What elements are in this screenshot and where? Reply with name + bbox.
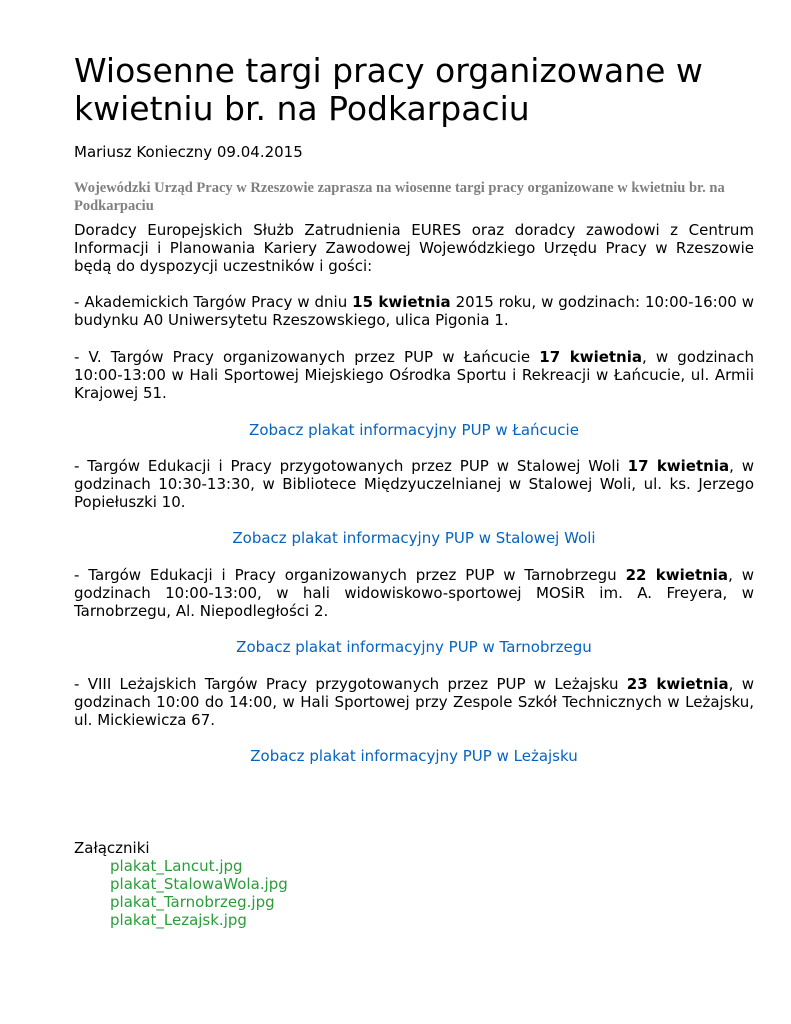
- attachment-link[interactable]: plakat_Tarnobrzeg.jpg: [110, 893, 275, 911]
- intro-paragraph: Doradcy Europejskich Służb Zatrudnienia EURES oraz doradcy zawodowi z Centrum Informacji i Planowania Kariery Zawodowej Wojewódzkiego Urzędu Pracy w Rzeszowie będą do dyspozycji uczestników i gości:: [74, 221, 754, 275]
- event-text: , w godzinach 10:00-13:00 w Hali Sportowej Miejskiego Ośrodka Sportu i Rekreacji w Łańcucie, ul. Armii Krajowej 51.: [74, 348, 754, 402]
- poster-link-lezajsk[interactable]: Zobacz plakat informacyjny PUP w Leżajsku: [250, 747, 578, 765]
- attachments-list: [110, 857, 288, 929]
- poster-link-tarnobrzeg[interactable]: Zobacz plakat informacyjny PUP w Tarnobrzegu: [236, 638, 592, 656]
- event-date: 17 kwietnia: [627, 457, 730, 475]
- event-text: , w godzinach 10:00-13:00, w hali widowiskowo-sportowej MOSiR im. A. Freyera, w Tarnobrzegu, Al. Niepodległości 2.: [74, 566, 754, 620]
- event-paragraph: [74, 566, 754, 620]
- event-date: 15 kwietnia: [352, 293, 451, 311]
- attachments-heading: Załączniki: [74, 839, 150, 857]
- event-date: 17 kwietnia: [539, 348, 642, 366]
- poster-link-lancut[interactable]: Zobacz plakat informacyjny PUP w Łańcucie: [249, 421, 579, 439]
- event-text: 2015 roku, w godzinach: 10:00-16:00 w budynku A0 Uniwersytetu Rzeszowskiego, ulica Pigonia 1.: [74, 293, 755, 329]
- poster-link-stalowa-wola[interactable]: Zobacz plakat informacyjny PUP w Stalowej Woli: [232, 529, 596, 547]
- event-text: , w godzinach 10:30-13:30, w Bibliotece Międzyuczelnianej w Stalowej Woli, ul. ks. Jerzego Popiełuszki 10.: [74, 457, 754, 511]
- event-paragraph: [74, 457, 754, 511]
- attachment-link[interactable]: plakat_Lancut.jpg: [110, 857, 243, 875]
- event-text: - Targów Edukacji i Pracy organizowanych przez PUP w Tarnobrzegu: [74, 566, 626, 584]
- event-paragraph: [74, 293, 754, 329]
- event-text: - V. Targów Pracy organizowanych przez PUP w Łańcucie: [74, 348, 540, 366]
- event-paragraph: [74, 675, 754, 729]
- event-text: , w godzinach 10:00 do 14:00, w Hali Sportowej przy Zespole Szkół Technicznych w Leżajsku, ul. Mickiewicza 67.: [74, 675, 755, 729]
- event-paragraph: [74, 348, 754, 402]
- page-title: Wiosenne targi pracy organizowane w kwietniu br. na Podkarpaciu: [74, 51, 703, 128]
- lead-paragraph: Wojewódzki Urząd Pracy w Rzeszowie zaprasza na wiosenne targi pracy organizowane w kwietniu br. na Podkarpaciu: [74, 180, 725, 214]
- event-date: 22 kwietnia: [625, 566, 729, 584]
- event-date: 23 kwietnia: [626, 675, 729, 693]
- event-text: - Akademickich Targów Pracy w dniu: [74, 293, 353, 311]
- byline: Mariusz Konieczny 09.04.2015: [74, 143, 303, 161]
- attachment-link[interactable]: plakat_StalowaWola.jpg: [110, 875, 288, 893]
- event-text: - VIII Leżajskich Targów Pracy przygotowanych przez PUP w Leżajsku: [74, 675, 627, 693]
- attachment-link[interactable]: plakat_Lezajsk.jpg: [110, 911, 247, 929]
- event-text: - Targów Edukacji i Pracy przygotowanych przez PUP w Stalowej Woli: [74, 457, 628, 475]
